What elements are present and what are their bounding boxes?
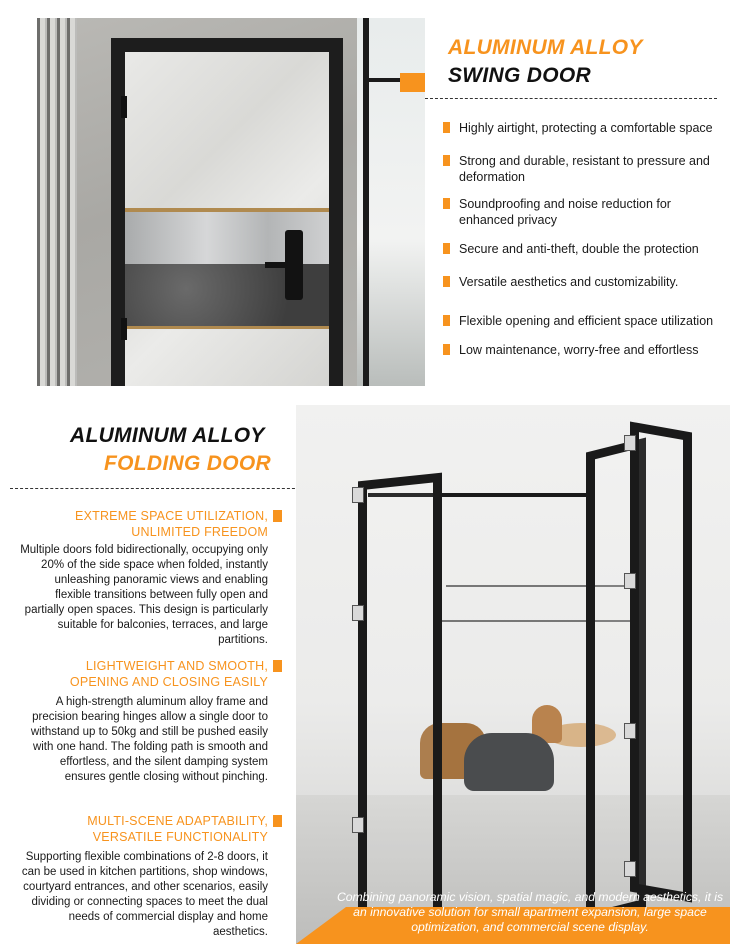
bullet-square-icon — [443, 315, 450, 326]
hinge-icon — [121, 318, 127, 340]
folding-panel — [358, 473, 442, 930]
feature-item — [443, 120, 725, 136]
bullet-square-icon — [443, 276, 450, 287]
folding-door-photo — [296, 405, 730, 944]
section-marker-icon — [273, 510, 282, 522]
section-heading — [70, 658, 268, 690]
folding-title-line2: FOLDING DOOR — [104, 452, 271, 475]
accent-block — [400, 73, 425, 92]
swing-title-line2: SWING DOOR — [448, 64, 591, 87]
feature-text: Low maintenance, worry-free and effortless — [459, 343, 699, 357]
smart-lock-handle — [285, 230, 303, 300]
hinge-icon — [352, 817, 364, 833]
hinge-icon — [624, 573, 636, 589]
bullet-square-icon — [443, 122, 450, 133]
section-heading-line1: MULTI-SCENE ADAPTABILITY, — [87, 814, 268, 828]
feature-item — [443, 241, 725, 257]
bullet-square-icon — [443, 344, 450, 355]
dashed-divider — [10, 488, 305, 489]
feature-text: Strong and durable, resistant to pressure and deformation — [459, 154, 710, 184]
feature-text: Highly airtight, protecting a comfortable space — [459, 121, 713, 135]
feature-item — [443, 313, 725, 329]
feature-text: Soundproofing and noise reduction for enhanced privacy — [459, 197, 671, 227]
swing-door-photo — [37, 18, 425, 386]
section-marker-icon — [273, 660, 282, 672]
section-body: A high-strength aluminum alloy frame and precision bearing hinges allow a single door to withstand up to 50kg and still be pushed easily with one hand. The folding path is smooth and effortless, and the silent damping system ensures gentle closing without pinching. — [30, 696, 268, 783]
door-lever — [265, 262, 287, 268]
hinge-icon — [624, 723, 636, 739]
section-heading — [75, 508, 268, 540]
bullet-square-icon — [443, 198, 450, 209]
feature-item — [443, 274, 725, 290]
bullet-square-icon — [443, 155, 450, 166]
swing-title-line1: ALUMINUM ALLOY — [448, 36, 643, 59]
window-mullion — [363, 18, 369, 386]
section-heading-line2: OPENING AND CLOSING EASILY — [69, 675, 268, 689]
section-heading-line2: VERSATILE FUNCTIONALITY — [92, 830, 268, 844]
feature-item — [443, 153, 725, 185]
dashed-divider — [425, 98, 717, 99]
hinge-icon — [352, 487, 364, 503]
section-body: Multiple doors fold bidirectionally, occupying only 20% of the side space when folded, instantly unleashing panoramic views and enabling flexible transitions between fully open and partially open spaces. This design is particularly suitable for balconies, terraces, and large partitions. — [20, 544, 268, 646]
hinge-icon — [624, 435, 636, 451]
feature-text: Secure and anti-theft, double the protection — [459, 242, 699, 256]
folding-panel — [630, 422, 692, 903]
section-heading-line2: UNLIMITED FREEDOM — [131, 525, 268, 539]
feature-text: Versatile aesthetics and customizability. — [459, 275, 679, 289]
folding-caption: Combining panoramic vision, spatial magic, and modern aesthetics, it is an innovative solution for small apartment expansion, large space optimization, and commercial scene display. — [336, 890, 724, 934]
section-body: Supporting flexible combinations of 2-8 doors, it can be used in kitchen partitions, shop windows, courtyard entrances, and other scenarios, easily dividing or connecting spaces to meet the dual needs of commercial display and home aesthetics. — [21, 851, 268, 938]
hinge-icon — [121, 96, 127, 118]
section-heading-line1: LIGHTWEIGHT AND SMOOTH, — [85, 659, 268, 673]
hinge-icon — [352, 605, 364, 621]
sofa — [464, 733, 554, 791]
section-heading — [87, 813, 268, 845]
section-marker-icon — [273, 815, 282, 827]
folding-title-line1: ALUMINUM ALLOY — [70, 424, 265, 447]
feature-item — [443, 342, 725, 358]
section-heading-line1: EXTREME SPACE UTILIZATION, — [75, 509, 268, 523]
hinge-icon — [624, 861, 636, 877]
wall-slats — [37, 18, 77, 386]
gold-trim-bottom — [125, 326, 329, 329]
bullet-square-icon — [443, 243, 450, 254]
feature-item — [443, 196, 725, 228]
feature-text: Flexible opening and efficient space utilization — [459, 314, 714, 328]
